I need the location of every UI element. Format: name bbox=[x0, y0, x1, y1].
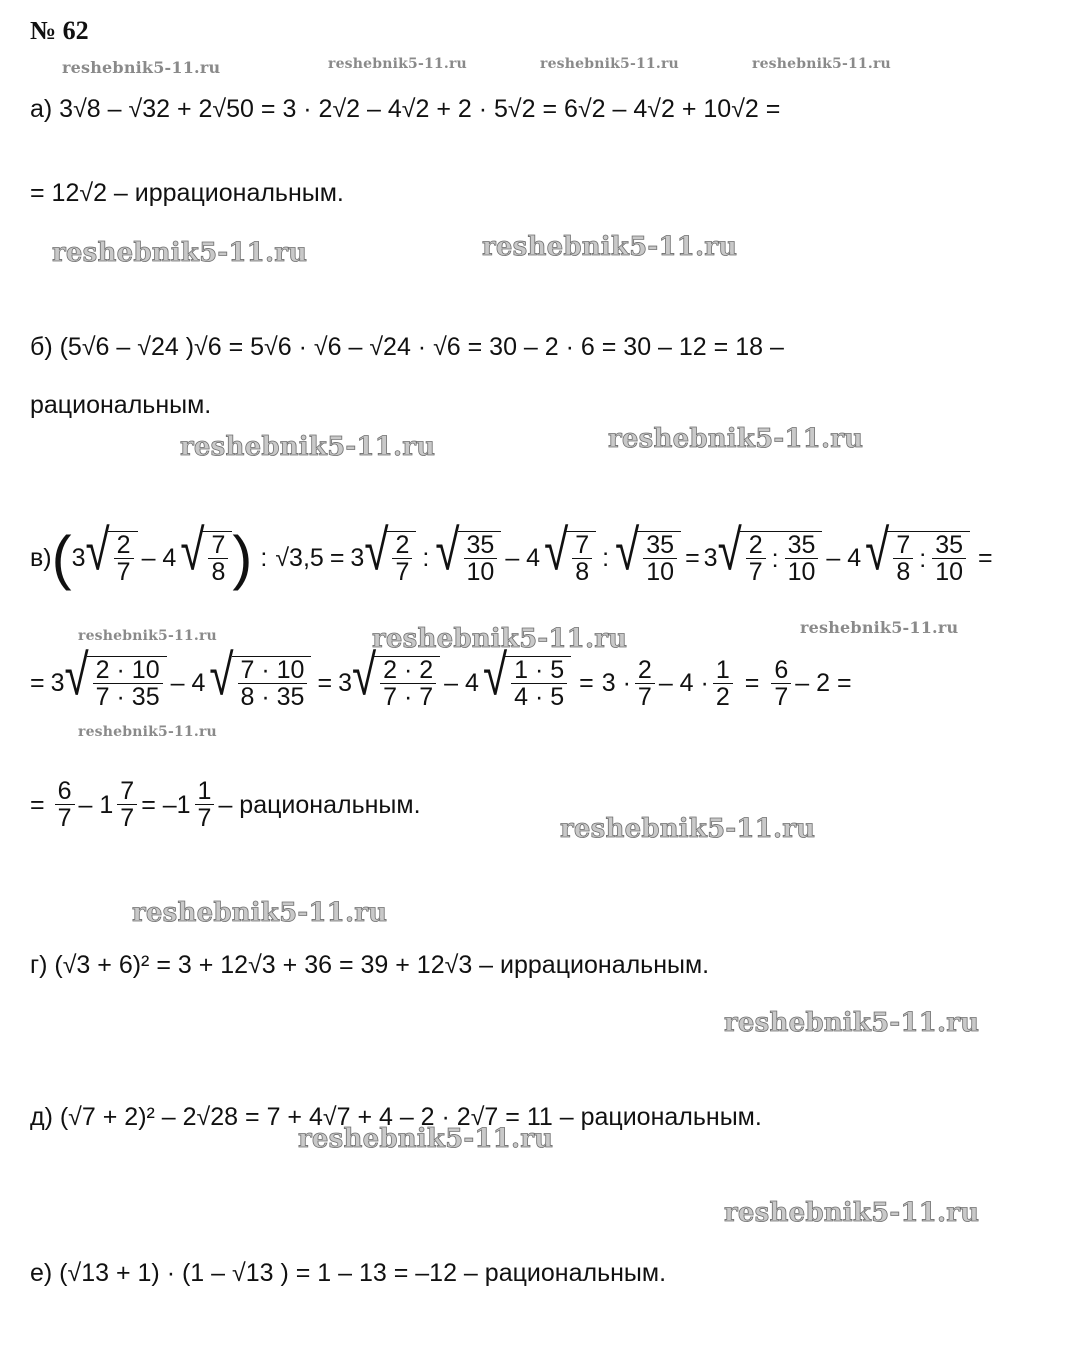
coef: 3 bbox=[703, 544, 718, 572]
radical: √ $\frac{7}{8}$ bbox=[544, 531, 596, 586]
fraction: $\frac{7 \cdot 10}{8 \cdot 35}$ bbox=[238, 657, 308, 711]
op: = bbox=[579, 669, 594, 698]
radical: √ $\frac{2}{7}$ : $\frac{35}{10}$ bbox=[718, 531, 823, 586]
term: – 2 = bbox=[795, 669, 852, 698]
fraction: $\frac{1}{2}$ bbox=[713, 657, 733, 711]
radical: √ $\frac{2}{7}$ bbox=[364, 531, 416, 586]
op: = bbox=[317, 669, 333, 698]
coef: 3 bbox=[350, 544, 365, 572]
term: – 4 bbox=[170, 669, 206, 698]
term: √3,5 bbox=[275, 544, 324, 572]
fraction: $\frac{2}{7}$ bbox=[635, 657, 655, 711]
solution-v-line-3 bbox=[30, 778, 421, 832]
op: = bbox=[978, 544, 993, 572]
fraction: $\frac{7}{8}$ bbox=[893, 532, 913, 586]
solution-b-line-1: б) (5√6 – √24 )√6 = 5√6 · √6 – √24 · √6 = 30 – 2 · 6 = 30 – 12 = 18 – bbox=[30, 333, 784, 361]
fraction: $\frac{2}{7}$ bbox=[392, 532, 412, 586]
watermark: reshebnik5-11.ru bbox=[752, 56, 891, 72]
fraction: $\frac{35}{10}$ bbox=[785, 532, 819, 586]
term: – 4 bbox=[505, 544, 541, 572]
conclusion: – рациональным. bbox=[218, 790, 421, 819]
solution-e-line: е) (√13 + 1) · (1 – √13 ) = 1 – 13 = –12 – рациональным. bbox=[30, 1259, 667, 1287]
close-paren: ) bbox=[232, 524, 253, 591]
watermark: reshebnik5-11.ru bbox=[724, 1198, 980, 1228]
radical: √ $\frac{2 \cdot 2}{7 \cdot 7}$ bbox=[352, 656, 440, 711]
radical: √ $\frac{7 \cdot 10}{8 \cdot 35}$ bbox=[209, 656, 311, 711]
radical: √ $\frac{1 \cdot 5}{4 \cdot 5}$ bbox=[483, 656, 571, 711]
radical: √ $\frac{7}{8}$ : $\frac{35}{10}$ bbox=[865, 531, 970, 586]
fraction: $\frac{1 \cdot 5}{4 \cdot 5}$ bbox=[511, 657, 567, 711]
op: : bbox=[422, 544, 430, 572]
op: = bbox=[30, 669, 45, 698]
watermark: reshebnik5-11.ru bbox=[540, 56, 679, 72]
op: = bbox=[744, 669, 760, 698]
coef: 3 bbox=[71, 544, 86, 572]
fraction: $\frac{6}{7}$ bbox=[55, 778, 75, 832]
fraction: $\frac{1}{7}$ bbox=[195, 778, 215, 832]
watermark: reshebnik5-11.ru bbox=[78, 628, 217, 644]
watermark: reshebnik5-11.ru bbox=[560, 814, 816, 844]
solution-v-line-2 bbox=[30, 643, 852, 712]
watermark: reshebnik5-11.ru bbox=[482, 232, 738, 262]
watermark: reshebnik5-11.ru bbox=[328, 56, 467, 72]
solution-a-line-1: а) 3√8 – √32 + 2√50 = 3 · 2√2 – 4√2 + 2 · 5√2 = 6√2 – 4√2 + 10√2 = bbox=[30, 95, 781, 123]
label: в) bbox=[30, 544, 52, 572]
open-paren: ( bbox=[51, 524, 72, 591]
watermark: reshebnik5-11.ru bbox=[52, 238, 308, 268]
fraction: $\frac{35}{10}$ bbox=[643, 532, 677, 586]
solution-g-line: г) (√3 + 6)² = 3 + 12√3 + 36 = 39 + 12√3 – иррациональным. bbox=[30, 951, 710, 979]
fraction: $\frac{2 \cdot 2}{7 \cdot 7}$ bbox=[380, 657, 436, 711]
op: = bbox=[685, 544, 700, 572]
fraction: $\frac{2}{7}$ bbox=[746, 532, 766, 586]
fraction: $\frac{2}{7}$ bbox=[114, 532, 134, 586]
radical: √ $\frac{35}{10}$ bbox=[615, 531, 681, 586]
fraction: $\frac{7}{8}$ bbox=[208, 532, 228, 586]
solution-a-line-2: = 12√2 – иррациональным. bbox=[30, 179, 344, 207]
watermark: reshebnik5-11.ru bbox=[180, 432, 436, 462]
op: : bbox=[260, 544, 268, 572]
watermark: reshebnik5-11.ru bbox=[800, 618, 959, 637]
radical: √ $\frac{7}{8}$ bbox=[180, 531, 232, 586]
fraction: $\frac{35}{10}$ bbox=[464, 532, 498, 586]
watermark: reshebnik5-11.ru bbox=[78, 724, 217, 740]
watermark: reshebnik5-11.ru bbox=[372, 624, 628, 654]
radical: √ $\frac{2 \cdot 10}{7 \cdot 35}$ bbox=[65, 656, 167, 711]
coef: 3 bbox=[50, 669, 65, 698]
solution-d-line: д) (√7 + 2)² – 2√28 = 7 + 4√7 + 4 – 2 · 2√7 = 11 – рациональным. bbox=[30, 1103, 762, 1131]
fraction: $\frac{7}{8}$ bbox=[572, 532, 592, 586]
watermark: reshebnik5-11.ru bbox=[724, 1008, 980, 1038]
op: = bbox=[30, 790, 45, 819]
fraction: $\frac{2 \cdot 10}{7 \cdot 35}$ bbox=[93, 657, 163, 711]
fraction: $\frac{35}{10}$ bbox=[932, 532, 966, 586]
solution-v-line-1 bbox=[30, 518, 993, 591]
problem-number: № 62 bbox=[30, 16, 89, 45]
term: – 1 bbox=[78, 790, 114, 819]
watermark: reshebnik5-11.ru bbox=[298, 1124, 554, 1154]
watermark: reshebnik5-11.ru bbox=[608, 424, 864, 454]
watermark: reshebnik5-11.ru bbox=[132, 898, 388, 928]
op: = bbox=[329, 544, 345, 572]
solution-b-line-2: рациональным. bbox=[30, 391, 212, 419]
coef: 3 bbox=[338, 669, 352, 698]
term: – 4 bbox=[141, 544, 177, 572]
op: : bbox=[602, 544, 610, 572]
term: – 4 · bbox=[658, 669, 709, 698]
fraction: $\frac{7}{7}$ bbox=[117, 778, 137, 832]
term: – 4 bbox=[444, 669, 479, 698]
term: = –1 bbox=[141, 790, 191, 819]
radical: √ $\frac{2}{7}$ bbox=[86, 531, 138, 586]
term: 3 · bbox=[601, 669, 631, 698]
term: – 4 bbox=[826, 544, 862, 572]
fraction: $\frac{6}{7}$ bbox=[771, 657, 791, 711]
watermark: reshebnik5-11.ru bbox=[62, 58, 221, 77]
radical: √ $\frac{35}{10}$ bbox=[435, 531, 501, 586]
